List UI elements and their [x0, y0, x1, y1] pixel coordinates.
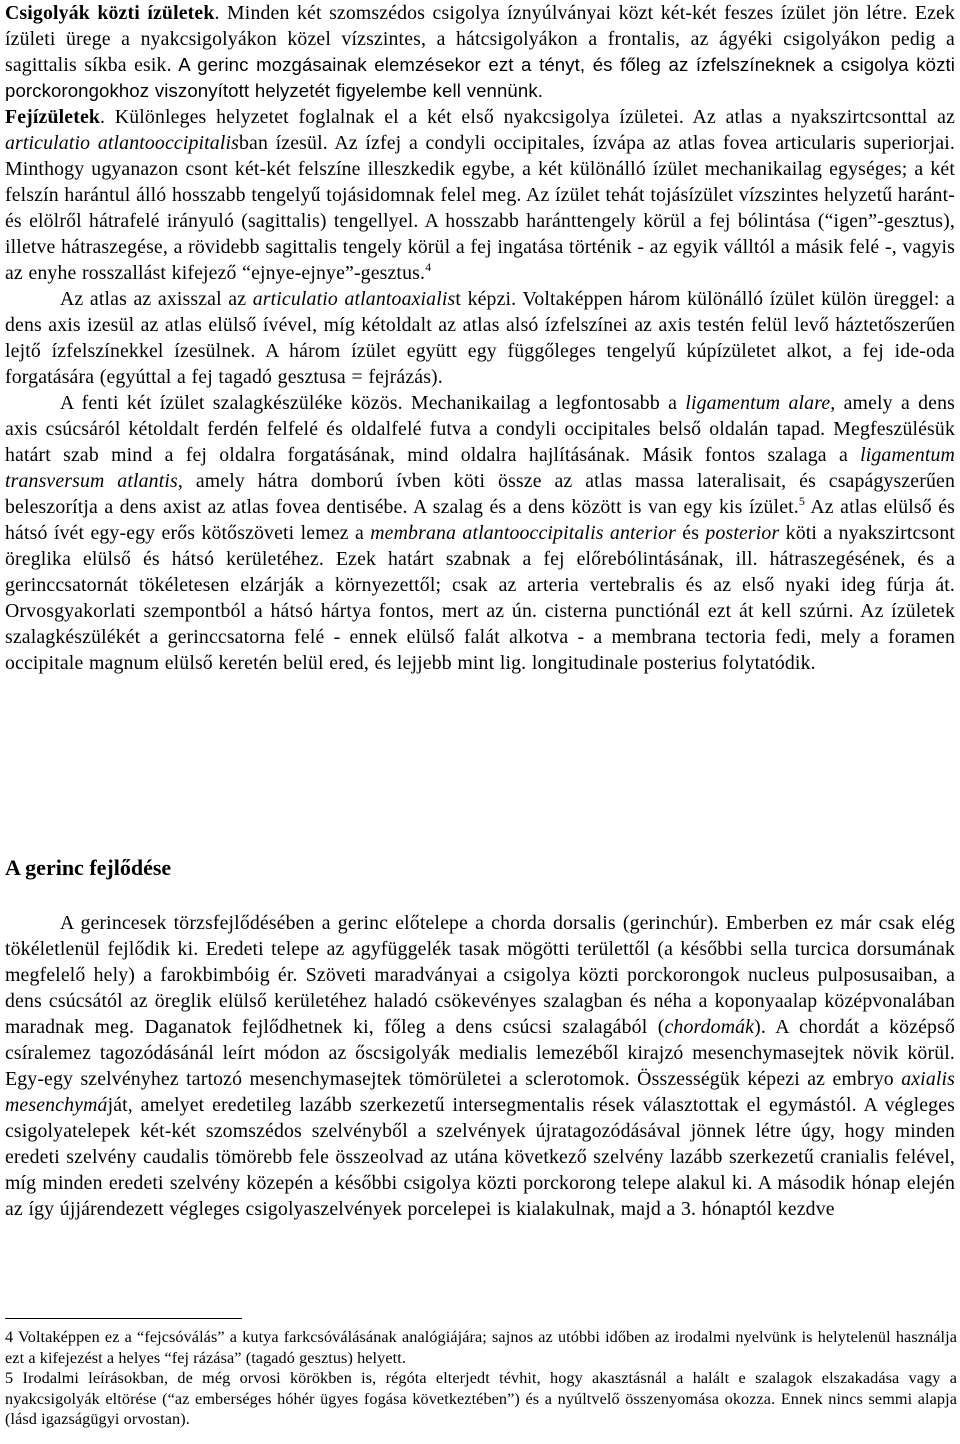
- footnote-ref-4[interactable]: 4: [425, 260, 432, 274]
- text-run: A fenti két ízület szalagkészüléke közös. Mechanikailag a legfontosabb a: [60, 392, 686, 414]
- footnotes: [5, 1327, 957, 1430]
- text-run: . Minden két szomszédos csigolya íznyúlványai közt két-két feszes ízület jön létre. Ezek ízületi ürege a nyakcsigolyákon közel vízszintes, a hátcsigolyákon a frontalis, az ágyéki csigolyákon pedig a sagittalis síkba esik.: [5, 2, 955, 76]
- section-heading: A gerinc fejlődése: [5, 855, 172, 880]
- section-joints: [5, 0, 955, 676]
- term-atlantoaxial: articulatio atlantoaxialis: [252, 288, 456, 310]
- section-development: [5, 910, 955, 1222]
- footnote-4: 4 Voltaképpen ez a “fejcsóválás” a kutya farkcsóválásának analógiájára; sajnos az utóbbi időben az irodalmi nyelvünk is helytelenül használja ezt a kifejezést a helyes “fej rázása” (tagadó gesztus) helyett.: [5, 1328, 957, 1367]
- term-ligamentum-alare: ligamentum alare: [685, 392, 831, 414]
- text-run: köti a nyakszirtcsont öreglika elülső és hátsó kerületéhez. Ezek határt szabnak a fej előrebólintásának, ill. hátraszegésének, és a gerinccsatornát tökéletesen elzárják a környezettől; csak az arteria vertebralis és az első nyaki ideg fúrja át. Orvosgyakorlati szempontból a hátsó hártya fontos, mert az ún. cisterna punctiónál ezt át kell szúrni. Az ízületek szalagkészülékét a gerinccsatorna felé - ennek elülső falát alkotva - a membrana tectoria fedi, mely a foramen occipitale magnum elülső keretén belül ered, és lejjebb mint lig. longitudinale posterius folytatódik.: [5, 522, 956, 674]
- text-run: ját, amelyet eredetileg lazább szerkezetű intersegmentalis rések választottak el egymástól. A végleges csigolyatelepek két-két szomszédos szelvényből a szelvények újratagozódásával jönnek létre úgy, hogy minden eredeti szelvény caudalis tömörebb fele összeolvad az utána következő szelvény lazább szerkezetű cranialis felével, míg minden eredeti szelvény közepén a későbbi csigolya közti porckorong telepe alakul ki. A második hónap elején az így újjárendezett végleges csigolyaszelvények porcelepei is kialakulnak, majd a 3. hónaptól kezdve: [5, 1094, 955, 1220]
- paragraph-ligaments: [5, 390, 955, 676]
- term-chordomak: chordomák: [664, 1016, 755, 1038]
- term-head-joints: Fejízületek: [5, 106, 101, 128]
- footnote-5: 5 Irodalmi leírásokban, de még orvosi körökben is, régóta elterjedt tévhit, hogy akasztásnál a halált e szalagok elszakadása vagy a nyakcsigolyák eltörése (“az emberséges hóhér ügyes fogása következtében”) és a nyúltvelő összenyomása okozza. Ennek nincs semmi alapja (lásd igazságügyi orvostan).: [5, 1369, 957, 1428]
- text-run-sans: A gerinc mozgásainak elemzésekor ezt a tényt, és főleg az ízfelszíneknek a csigolya közti porckorongokhoz viszonyított helyzetét figyelembe kell vennünk.: [5, 54, 955, 101]
- term-membrana-anterior: membrana atlantooccipitalis anterior: [370, 522, 676, 544]
- text-run: . Különleges helyzetet foglalnak el a két első nyakcsigolya ízületei. Az atlas a nyakszirtcsonttal az: [100, 106, 955, 128]
- text-run: ban ízesül. Az ízfej a condyli occipitales, ízvápa az atlas fovea articularis superiorjai. Minthogy ugyanazon csont két-két felszíne illeszkedik egybe, a két különálló ízület mechanikailag egységes; a két felszín harántul álló hosszabb tengelyű tojásidomnak felel meg. Az ízület tehát tojásízület vízszintes helyzetű haránt- és elölről hátrafelé irányuló (sagittalis) tengellyel. A hosszabb haránttengely körül a fej bólintása (“igen”-gesztus), illetve hátraszegése, a rövidebb sagittalis tengely körül a fej ingatása történik - az egyik válltól a másik felé -, vagyis az enyhe rosszallást kifejező “ejnye-ejnye”-gesztus.: [5, 132, 955, 284]
- text-run: t képzi. Voltaképpen három különálló ízület külön üreggel: a dens axis izesül az atlas elülső ívével, míg kétoldalt az atlas alsó ízfelszínei az axis testén felül levő háztetőszerűen lejtő ízfelszínekkel ízesülnek. A három ízület együtt egy függőleges tengelyű kúpízületet alkot, a fej ide-oda forgatására (egyúttal a fej tagadó gesztusa = fejrázás).: [5, 288, 955, 388]
- text-run: , amely a dens axis csúcsáról kétoldalt ferdén felfelé és oldalfelé futva a condyli occipitales belső oldalán tapad. Megfeszülésük határt szab mind a fej oldalra forgatásának, mind oldalra hajlításának. Másik fontos szalaga a: [5, 392, 955, 466]
- paragraph-atlantoaxial: [5, 286, 955, 390]
- footnote-ref-5[interactable]: 5: [798, 494, 806, 508]
- text-run: ). A chordát a középső csíralemez tagozódásánál leírt módon az őscsigolyák medialis lemezéből kirajzó mesenchymasejtek növik körül. Egy-egy szelvényhez tartozó mesenchymasejtek tömörületei a sclerotomok. Összességük képezi az embryo: [5, 1016, 955, 1090]
- text-run: A gerincesek törzsfejlődésében a gerinc előtelepe a chorda dorsalis (gerinchúr). Emberben ez már csak elég tökéletlenül fejlődik ki. Eredeti telepe az agyfüggelék tasak mögötti területtől (a későbbi sella turcica dorsumának megfelelő hely) a farokbimbóig ér. Szöveti maradványai a csigolya közti porckorongok nucleus pulposusaiban, a dens csúcsától az öreglik elülső kerületéhez haladó csökevényes szalagban és néha a koponyaalap középvonalában maradnak meg. Daganatok fejlődhetnek ki, főleg a dens csúcsi szalagából (: [5, 912, 955, 1038]
- text-run: , amely hátra domború ívben köti össze az atlas massa lateralisait, és csapágyszerűen beleszorítja a dens axist az atlas fovea dentisébe. A szalag és a dens között is van egy kis ízület.: [5, 470, 955, 518]
- paragraph-development: [5, 910, 955, 1222]
- term-axialis-mesenchyma: axialis mesenchymá: [5, 1068, 955, 1116]
- term-intervertebral-joints: Csigolyák közti ízületek: [5, 2, 215, 24]
- text-run: Az atlas elülső és hátsó ívét egy-egy erős kötőszöveti lemez a: [5, 496, 955, 544]
- term-ligamentum-transversum: ligamentum transversum atlantis: [5, 444, 955, 492]
- term-posterior: posterior: [705, 522, 780, 544]
- text-run: Az atlas az axisszal az: [60, 288, 253, 310]
- text-run: és: [675, 522, 706, 544]
- paragraph-intervertebral-joints: [5, 0, 955, 286]
- footnote-separator: [5, 1318, 242, 1319]
- term-atlantooccipital: articulatio atlantooccipitalis: [5, 132, 239, 154]
